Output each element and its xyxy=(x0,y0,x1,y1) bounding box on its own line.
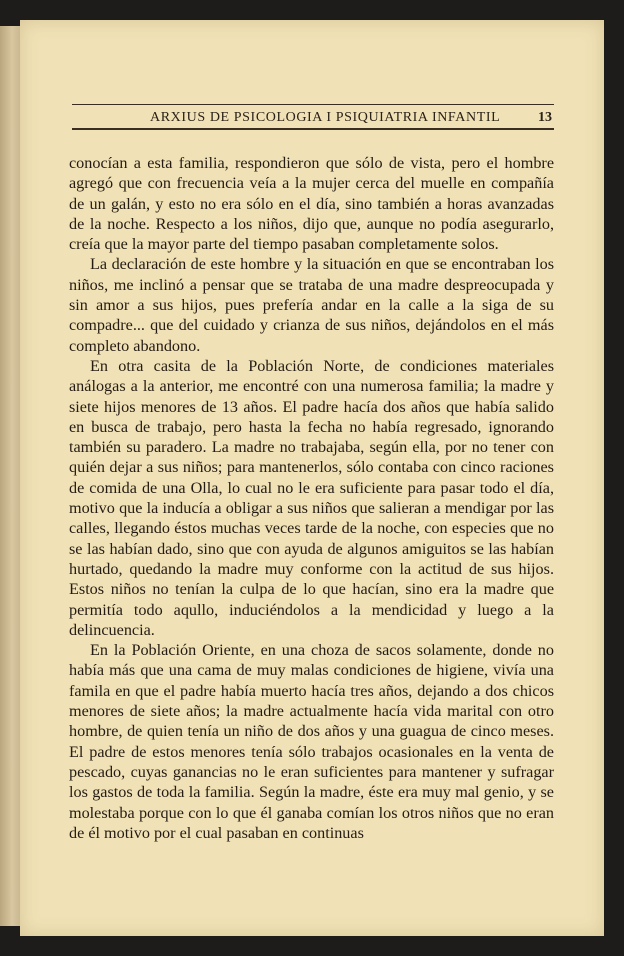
book-page xyxy=(20,20,604,936)
paragraph-continued: conocían a esta familia, respondieron que sólo de vista, pero el hombre agregó que con frecuencia veía a la mujer cerca del muelle en compañía de un galán, y esto no era sólo en el día, sino también a horas avanzadas de la noche. Respecto a los niños, dijo que, aunque no podía asegurarlo, creía que la mayor parte del tiempo pasaban completamente solos. xyxy=(69,154,554,254)
paragraph: En la Población Oriente, en una choza de sacos solamente, donde no había más que una cama de muy malas condiciones de higiene, vivía una famila en que el padre había muerto hacía tres años, dejando a dos chicos menores de siete años; la madre actualmente hacía vida marital con otro hombre, de quien tenía un niño de dos años y una guagua de cinco meses. El padre de estos menores tenía sólo trabajos ocasionales en la venta de pescado, cuyas ganancias no le eran suficientes para mantener y sufragar los gastos de toda la familia. Según la madre, éste era muy mal genio, y se molestaba porque con lo que él ganaba comían los otros niños que no eran de él motivo por el cual pasaban en continuas xyxy=(69,641,554,842)
paragraph: En otra casita de la Población Norte, de condiciones materiales análogas a la anterior, me encontré con una numerosa familia; la madre y siete hijos menores de 13 años. El padre hacía dos años que había salido en busca de trabajo, pero hasta la fecha no había regresado, ignorando también su paradero. La madre no trabajaba, según ella, por no tener con quién dejar a sus niños; para mantenerlos, sólo contaba con cinco raciones de comida de una Olla, lo cual no le era suficiente para pasar todo el día, motivo que la inducía a obligar a sus niños que salieran a mendigar por las calles, llegando éstos muchas veces tarde de la noche, con especies que no se las habían dado, sino que con ayuda de algunos amiguitos se las habían hurtado, quedando la madre muy conforme con la actitud de sus hijos. Estos niños no tenían la culpa de lo que hacían, sino era la madre que permitía todo aqullo, induciéndolos a la mendicidad y luego a la delincuencia. xyxy=(69,356,554,639)
journal-title: ARXIUS DE PSICOLOGIA I PSIQUIATRIA INFANTIL xyxy=(150,110,501,125)
page-number: 13 xyxy=(538,110,552,125)
header-rule-bottom xyxy=(72,128,554,130)
header-rule-top xyxy=(72,104,554,105)
body-text xyxy=(69,153,554,843)
paragraph: La declaración de este hombre y la situación en que se encontraban los niños, me inclinó a pensar que se trataba de una madre despreocupada y sin amor a sus hijos, pues prefería andar en la calle a la siga de su compadre... que del cuidado y crianza de sus niños, dejándolos en el más completo abandono. xyxy=(69,255,554,355)
running-header xyxy=(72,102,554,130)
